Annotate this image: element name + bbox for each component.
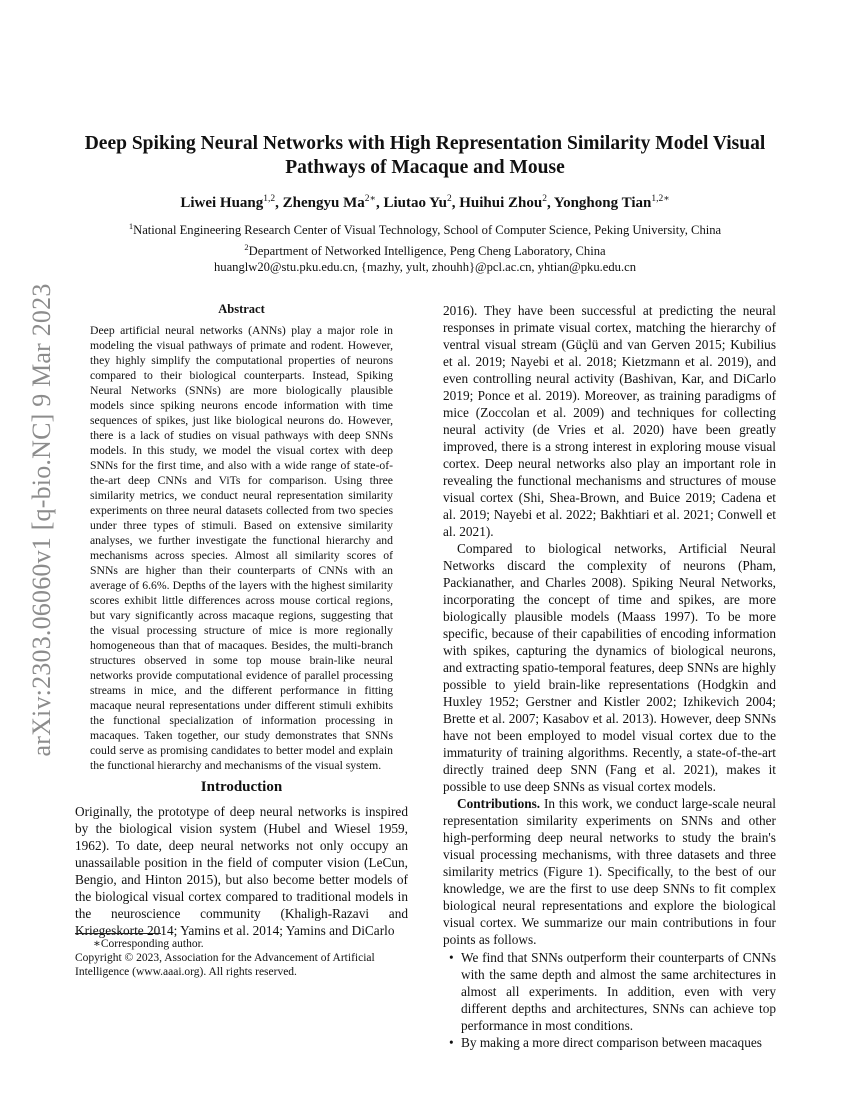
footnote-divider bbox=[75, 933, 161, 934]
abstract-heading: Abstract bbox=[218, 302, 265, 316]
author-emails: huanglw20@stu.pku.edu.cn, {mazhy, yult, zhouhh}@pcl.ac.cn, yhtian@pku.edu.cn bbox=[213, 260, 637, 275]
contributions-paragraph: Contributions. In this work, we conduct large-scale neural representation similarity experiments on SNNs and other high-performing deep neural networks to study the brain's visual processing mechanisms, with three datasets and three similarity metrics (Figure 1). Specifically, to the best of our knowledge, we are the first to use deep SNNs to fit complex biological neural representations and explore the biological visual cortex. We summarize our main contributions in four points as follows. bbox=[443, 796, 776, 947]
footnotes bbox=[75, 937, 408, 979]
affiliation-2: $^2$Department of Networked Intelligence, Peng Cheng Laboratory, China bbox=[244, 241, 606, 258]
list-item: • We find that SNNs outperform their counterparts of CNNs with the same depth and almost the same architectures in almost all experiments. In addition, even with very different depths and architectures, SNNs can achieve top performance in most conditions. bbox=[449, 950, 776, 1033]
body-paragraph: 2016). They have been successful at predicting the neural responses in primate visual cortex, matching the hierarchy of ventral visual stream (Güçlü and van Gerven 2015; Kubilius et al. 2019; Nayebi et al. 2018; Kietzmann et al. 2019), and even controlling neural activity (Bashivan, Kar, and DiCarlo 2019; Ponce et al. 2019). Moreover, as training paradigms of mice (Zoccolan et al. 2009) and techniques for collecting neural activity (de Vries et al. 2020) have been greatly improved, there is a strong interest in exploring mouse visual cortex. Deep neural networks also play an important role in revealing the functional mechanisms and structures of mouse visual cortex (Shi, Shea-Brown, and Buice 2019; Cadena et al. 2019; Nayebi et al. 2022; Bakhtiari et al. 2021; Conwell et al. 2021). bbox=[443, 303, 776, 539]
author: Liwei Huang$^{1,2}$ bbox=[180, 194, 276, 211]
author: Yonghong Tian$^{1,2∗}$ bbox=[553, 194, 670, 211]
affiliation-1: $^1$National Engineering Research Center of Visual Technology, School of Computer Science, Peking University, China bbox=[128, 221, 722, 238]
contributions-heading: Contributions. bbox=[457, 796, 541, 811]
copyright-notice: Copyright © 2023, Association for the Advancement of Artificial Intelligence (www.aaai.org). All rights reserved. bbox=[75, 952, 375, 978]
right-column bbox=[443, 302, 776, 1051]
author: Zhengyu $Ma^{2∗}$ bbox=[282, 194, 376, 211]
paper-title: Deep Spiking Neural Networks with High Representation Similarity Model Visual Pathways of Macaque and Mouse bbox=[84, 133, 766, 178]
abstract-body: Deep artificial neural networks (ANNs) play a major role in modeling the visual pathways of primate and rodent. However, they highly simplify the computational properties of neurons compared to their biological counterparts. Instead, Spiking Neural Networks (SNNs) are more biologically plausible models since spiking neurons encode information with time sequences of spikes, just like biological neurons do. However, there is a lack of studies on visual pathways with deep SNNs models. In this study, we model the visual cortex with deep SNNs for the first time, and also with a wide range of state-of-the-art deep CNNs and ViTs for comparison. Using three similarity metrics, we conduct neural representation similarity experiments on three neural datasets collected from two species under three types of stimuli. Based on extensive similarity analyses, we further investigate the functional hierarchy and mechanisms across species. Almost all similarity scores of SNNs are higher than their counterparts of CNNs with an average of 6.6%. Depths of the layers with the highest similarity scores exhibit little differences across mouse cortical regions, but vary significantly across macaque regions, suggesting that the visual processing structure of mice is more regionally homogeneous than that of macaques. Besides, the multi-branch structures observed in some top mouse brain-like neural networks provide computational evidence of parallel processing streams in mice, and the different performance in fitting macaque neural representations under different stimuli exhibits the functional specialization of information processing in macaques. Taken together, our study demonstrates that SNNs could serve as promising candidates to better model and explain the functional hierarchy and mechanisms of the visual system. bbox=[90, 324, 393, 772]
list-item: • By making a more direct comparison between macaques bbox=[449, 1035, 762, 1050]
author: Liutao Yu$^2$ bbox=[383, 194, 452, 211]
bullet-icon: • bbox=[449, 1035, 454, 1050]
bullet-icon: • bbox=[449, 950, 454, 965]
arxiv-identifier: arXiv:2303.06060v1 [q-bio.NC] 9 Mar 2023 bbox=[27, 283, 56, 757]
author-list: Liwei Huang$^{1,2}$, Zhengyu $Ma^{2∗}$, Liutao Yu$^2$, Huihui Zhou$^2$, Yonghong Tian$^{1,2∗}$ bbox=[180, 194, 670, 211]
contribution-list bbox=[443, 949, 776, 1051]
affiliations bbox=[70, 218, 780, 276]
author: Huihui Zhou$^2$ bbox=[459, 194, 547, 211]
introduction-paragraph: Originally, the prototype of deep neural networks is inspired by the biological vision system (Hubel and Wiesel 1959, 1962). To date, deep neural networks not only occupy an unassailable position in the field of computer vision (LeCun, Bengio, and Hinton 2015), but also become better models of the biological visual cortex compared to traditional models in the neuroscience community (Khaligh-Razavi and Kriegeskorte 2014; Yamins et al. 2014; Yamins and DiCarlo bbox=[75, 804, 408, 938]
corresponding-author-footnote: ∗Corresponding author. bbox=[93, 938, 204, 950]
body-paragraph: Compared to biological networks, Artificial Neural Networks discard the complexity of neurons (Pham, Packianather, and Charles 2008). Spiking Neural Networks, incorporating the concept of time and spikes, are more biologically plausible models (Maass 1997). To be more specific, because of their capabilities of encoding information with spikes, capturing the dynamics of biological neurons, and extracting spatio-temporal features, deep SNNs are highly possible to yield brain-like representations (Hodgkin and Huxley 1952; Gerstner and Kistler 2002; Izhikevich 2004; Brette et al. 2007; Kasabov et al. 2013). However, deep SNNs have not been employed to model visual cortex due to the immaturity of training algorithms. Recently, a state-of-the-art directly trained deep SNN (Fang et al. 2021), makes it possible to use deep SNNs as visual cortex models. bbox=[443, 541, 776, 794]
introduction-heading: Introduction bbox=[200, 779, 283, 795]
arxiv-sidebar-stamp bbox=[12, 283, 72, 757]
